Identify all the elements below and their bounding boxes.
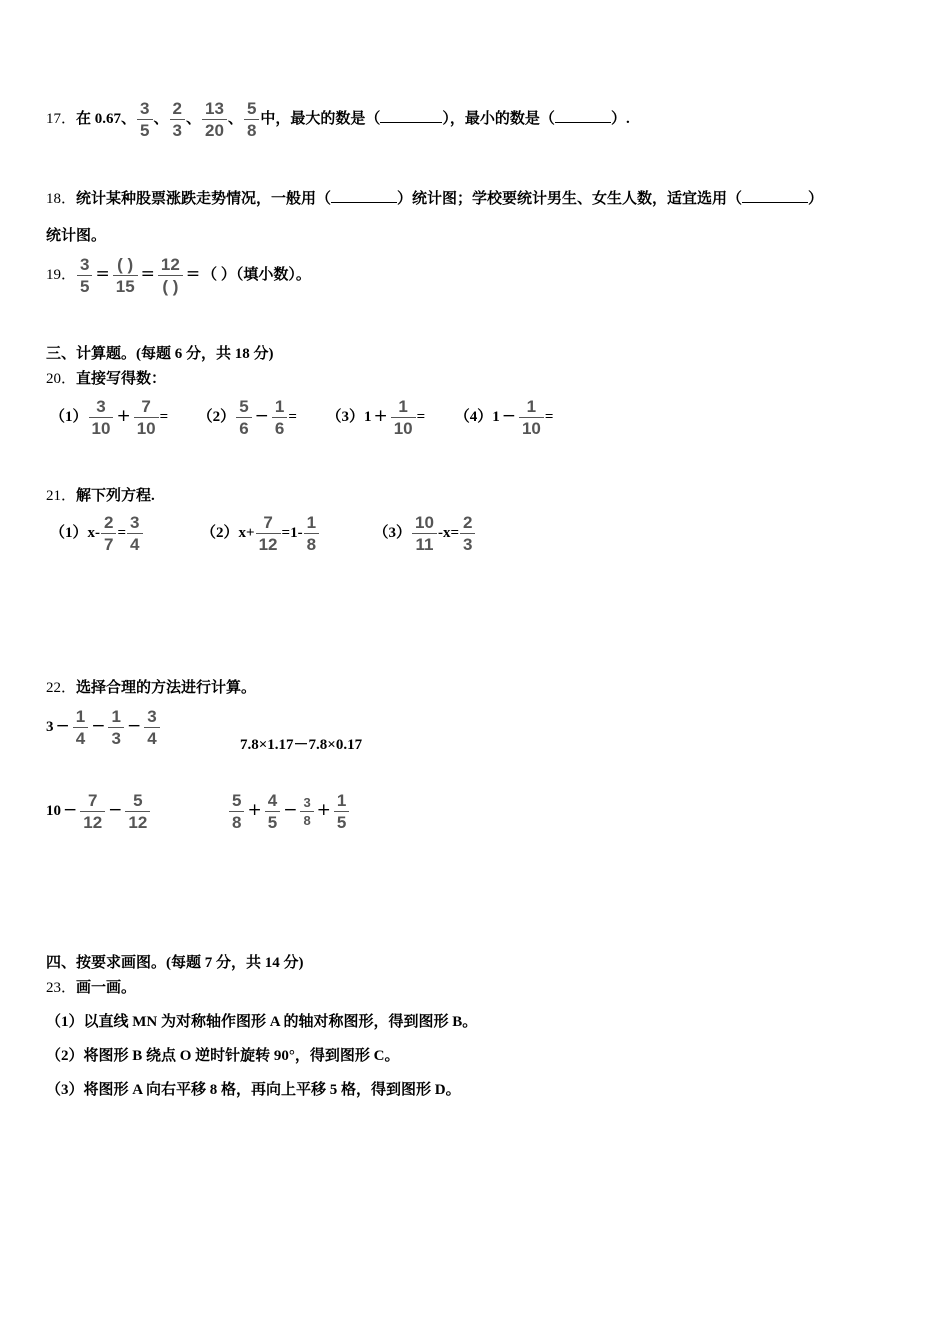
plus-sign: + — [373, 405, 388, 426]
q23-title-line — [46, 976, 136, 997]
q20-number: 20． — [46, 371, 77, 387]
equals-sign: = — [544, 408, 554, 425]
denominator: 4 — [147, 729, 157, 748]
numerator: 2 — [101, 514, 116, 534]
separator: 、 — [227, 110, 243, 127]
q18-text-a: 统计某种股票涨跌走势情况，一般用（ — [76, 191, 332, 207]
fraction — [391, 398, 416, 437]
q18-text-d: 统计图。 — [46, 228, 107, 244]
fraction — [519, 398, 544, 437]
denominator: 20 — [205, 121, 224, 140]
answer-blank[interactable] — [742, 189, 808, 203]
numerator: 3 — [77, 256, 92, 276]
q19-number: 19． — [46, 266, 77, 283]
fraction — [73, 708, 88, 747]
plus-sign: + — [116, 405, 131, 426]
fraction — [144, 708, 159, 747]
instruction-text: （3）将图形 A 向右平移 8 格，再向上平移 5 格，得到图形 D。 — [46, 1082, 461, 1098]
integer: 1 — [363, 408, 372, 425]
q20-item-3 — [326, 397, 429, 438]
q21-title: 解下列方程. — [76, 488, 155, 504]
numerator: 2 — [460, 514, 475, 534]
fraction — [89, 398, 114, 437]
equation-middle: -x= — [437, 524, 460, 541]
q22-calc-3 — [46, 792, 151, 831]
q18-line-2 — [46, 224, 106, 245]
numerator: 7 — [80, 792, 105, 812]
q20-title: 直接写得数： — [76, 371, 167, 387]
denominator-blank[interactable]: ( ) — [162, 277, 179, 296]
denominator: 12 — [258, 535, 278, 554]
fraction — [272, 398, 287, 437]
denominator: 5 — [336, 813, 347, 832]
minus-sign: − — [63, 799, 78, 820]
numerator: 5 — [236, 398, 251, 418]
q23-title: 画一画。 — [76, 980, 137, 996]
answer-blank[interactable] — [331, 189, 397, 203]
denominator: 3 — [463, 535, 473, 554]
numerator: 7 — [134, 398, 159, 418]
denominator: 8 — [246, 121, 257, 140]
answer-blank[interactable] — [555, 109, 611, 123]
integer: 1 — [492, 408, 500, 425]
numerator: 1 — [272, 398, 287, 418]
q22-title-line — [46, 676, 256, 697]
item-label: （2） — [197, 408, 236, 425]
numerator: 1 — [519, 398, 544, 418]
numerator: 1 — [334, 792, 349, 812]
numerator: 3 — [144, 708, 159, 728]
denominator: 5 — [140, 121, 150, 140]
denominator: 10 — [91, 419, 111, 438]
numerator: 5 — [125, 792, 150, 812]
q20-title-line — [46, 367, 166, 388]
denominator: 10 — [521, 419, 541, 438]
numerator: 1 — [391, 398, 416, 418]
numerator: 13 — [202, 100, 227, 120]
q22-calc-4 — [228, 792, 350, 831]
denominator: 5 — [267, 813, 278, 832]
denominator: 15 — [115, 277, 135, 296]
item-label: （1） — [50, 408, 88, 425]
equals-sign: = — [288, 408, 297, 425]
section-title: 三、计算题。(每题 6 分，共 18 分) — [46, 346, 274, 362]
item-label: （2） — [201, 524, 239, 541]
fraction — [77, 256, 92, 295]
q21-number: 21． — [46, 488, 77, 504]
fraction — [236, 398, 251, 437]
fraction — [412, 514, 437, 553]
q22-calc-2 — [240, 733, 362, 754]
denominator: 10 — [136, 419, 156, 438]
q18-number: 18． — [46, 191, 77, 207]
numerator: 5 — [229, 792, 244, 812]
section-3-heading — [46, 342, 274, 363]
denominator: 3 — [111, 729, 121, 748]
denominator: 4 — [75, 729, 86, 748]
q21-equation-3 — [373, 513, 477, 554]
denominator: 6 — [239, 419, 249, 438]
plus-sign: + — [316, 799, 331, 820]
q19-tail: （ ）（填小数）。 — [202, 266, 311, 283]
numerator: 2 — [170, 100, 185, 120]
fraction — [80, 792, 105, 831]
numerator: 10 — [412, 514, 437, 534]
fraction — [460, 514, 475, 553]
fraction — [229, 792, 244, 831]
denominator: 8 — [232, 813, 242, 832]
fraction — [244, 100, 259, 139]
denominator: 5 — [80, 277, 90, 296]
q21-equation-1 — [50, 513, 147, 554]
q20-items — [50, 398, 553, 437]
fraction — [125, 792, 150, 831]
q19-line — [46, 256, 311, 295]
q22-title: 选择合理的方法进行计算。 — [76, 680, 257, 696]
item-label: （1） — [50, 524, 88, 541]
numerator: 1 — [108, 708, 123, 728]
minus-sign: − — [55, 715, 70, 736]
equals-sign: = — [159, 408, 169, 425]
denominator: 4 — [130, 535, 140, 554]
fraction — [127, 514, 142, 553]
item-label: （3） — [326, 408, 364, 425]
fraction — [158, 256, 183, 295]
plus-sign: + — [247, 799, 262, 820]
q20-item-1 — [50, 397, 172, 438]
q17-line — [46, 100, 630, 139]
q17-number: 17． — [46, 110, 77, 127]
fraction — [170, 100, 185, 139]
q21-title-line — [46, 484, 155, 505]
minus-sign: − — [126, 715, 142, 736]
equals-sign: = — [117, 524, 127, 541]
denominator: 11 — [415, 535, 434, 554]
denominator: 8 — [303, 813, 311, 828]
fraction — [334, 792, 349, 831]
minus-sign: − — [254, 405, 269, 426]
numerator: 1 — [73, 708, 88, 728]
numerator: 5 — [244, 100, 259, 120]
minus-sign: − — [283, 799, 298, 820]
item-label: （3） — [373, 524, 412, 541]
numerator: 3 — [300, 796, 313, 812]
q17-prefix: 在 0.67、 — [76, 110, 137, 127]
integer: 10 — [46, 802, 61, 819]
decimal-expression: 7.8×1.17－7.8×0.17 — [240, 737, 363, 753]
q17-text-min: ），最小的数是（ — [442, 110, 555, 127]
denominator: 12 — [83, 813, 103, 832]
q17-end: ）. — [610, 110, 630, 127]
q18-text-c: ） — [808, 191, 824, 207]
integer: 3 — [46, 718, 54, 735]
q22-number: 22． — [46, 680, 77, 696]
minus-sign: − — [108, 799, 123, 820]
variable: x+ — [238, 524, 255, 541]
numerator: 7 — [256, 514, 281, 534]
instruction-text: （1）以直线 MN 为对称轴作图形 A 的轴对称图形，得到图形 B。 — [46, 1014, 478, 1030]
numerator: 12 — [158, 256, 183, 276]
equals-sign: = — [416, 408, 426, 425]
denominator: 8 — [306, 535, 317, 554]
answer-blank[interactable] — [380, 109, 442, 123]
fraction — [113, 256, 138, 295]
fraction — [202, 100, 227, 139]
denominator: 6 — [274, 419, 285, 438]
fraction — [101, 514, 116, 553]
section-4-heading — [46, 951, 304, 972]
fraction — [265, 792, 280, 831]
q21-equation-2 — [201, 513, 324, 554]
fraction — [304, 514, 319, 553]
minus-sign: − — [91, 715, 106, 736]
fraction — [300, 796, 313, 827]
q18-line-1 — [46, 187, 823, 208]
variable: x- — [87, 524, 101, 541]
numerator: 4 — [265, 792, 280, 812]
item-label: （4） — [454, 408, 493, 425]
numerator: 3 — [89, 398, 114, 418]
equation-middle: =1- — [281, 524, 303, 541]
denominator: 3 — [172, 121, 182, 140]
numerator: 3 — [137, 100, 152, 120]
q23-part-3 — [46, 1078, 461, 1099]
fraction — [134, 398, 159, 437]
instruction-text: （2）将图形 B 绕点 O 逆时针旋转 90°，得到图形 C。 — [46, 1048, 400, 1064]
q23-part-2 — [46, 1044, 400, 1065]
q17-text-max: 中，最大的数是（ — [260, 110, 381, 127]
q23-number: 23． — [46, 980, 77, 996]
equals-sign: = — [140, 263, 155, 284]
q20-item-2 — [197, 397, 301, 438]
q18-text-b: ）统计图；学校要统计男生、女生人数，适宜选用（ — [397, 191, 743, 207]
q21-equations — [50, 514, 476, 553]
fraction — [137, 100, 152, 139]
q23-part-1 — [46, 1010, 477, 1031]
section-title: 四、按要求画图。(每题 7 分，共 14 分) — [46, 955, 304, 971]
denominator: 12 — [128, 813, 148, 832]
denominator: 10 — [393, 419, 413, 438]
denominator: 7 — [104, 535, 114, 554]
numerator: 1 — [304, 514, 319, 534]
equals-sign: = — [185, 263, 201, 284]
q22-calc-1 — [46, 708, 161, 747]
minus-sign: − — [501, 405, 516, 426]
q20-item-4 — [454, 397, 554, 438]
fraction — [108, 708, 123, 747]
separator: 、 — [153, 110, 169, 127]
fraction — [256, 514, 281, 553]
numerator: 3 — [127, 514, 142, 534]
numerator-blank[interactable]: ( ) — [113, 256, 138, 276]
separator: 、 — [185, 110, 201, 127]
equals-sign: = — [95, 263, 110, 284]
